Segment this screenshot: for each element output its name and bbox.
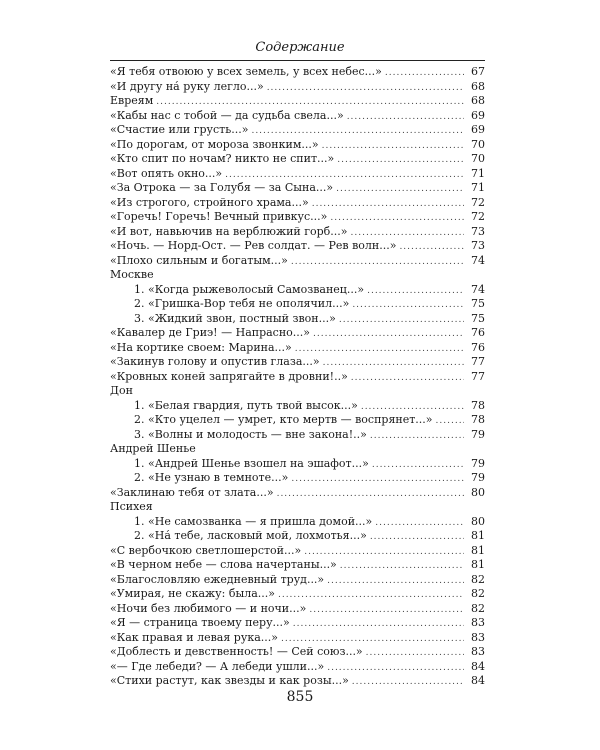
toc-entry (110, 341, 485, 356)
toc-leader-dots (385, 66, 464, 81)
toc-entry-title: «Как правая и левая рука...» (110, 630, 278, 644)
toc-entry-title: 1. «Белая гвардия, путь твой высок...» (134, 398, 358, 412)
toc-entry (110, 602, 485, 617)
toc-entry-title: «Я — страница твоему перу...» (110, 616, 290, 629)
toc-entry (110, 457, 485, 472)
toc-entry-page: 81 (471, 543, 485, 557)
toc-entry (110, 399, 485, 414)
toc-leader-dots (304, 545, 464, 560)
toc-entry-page: 78 (471, 413, 485, 426)
toc-entry-page: 76 (471, 340, 485, 354)
toc-entry-page: 74 (471, 282, 485, 296)
toc-entry-page: 71 (471, 166, 485, 180)
toc-entry (110, 544, 485, 559)
toc-entry (110, 529, 485, 544)
toc-entry-page: 82 (471, 572, 485, 586)
toc-entry-page: 83 (471, 645, 485, 658)
toc-entry-title: «И другу на́ руку легло...» (110, 79, 264, 93)
toc-leader-dots (327, 661, 464, 676)
toc-entry (110, 210, 485, 225)
header-rule (110, 60, 485, 61)
toc-entry (110, 80, 485, 95)
toc-entry (110, 152, 485, 167)
toc-entry (110, 268, 485, 283)
toc-entry-page: 68 (471, 79, 485, 93)
toc-entry-title: «Кровных коней запрягайте в дровни!..» (110, 369, 348, 383)
toc-leader-dots (372, 458, 464, 473)
toc-leader-dots (225, 168, 464, 183)
toc-entry-title: «Закинув голову и опустив глаза...» (110, 355, 320, 368)
toc-entry-title: Дон (110, 384, 133, 397)
toc-entry (110, 616, 485, 631)
toc-leader-dots (313, 327, 464, 342)
toc-entry-page: 70 (471, 137, 485, 151)
toc-leader-dots (352, 675, 464, 690)
toc-entry (110, 674, 485, 689)
toc-entry (110, 254, 485, 269)
toc-entry-page: 80 (471, 514, 485, 528)
toc-entry (110, 167, 485, 182)
toc-leader-dots (367, 284, 464, 299)
toc-entry (110, 645, 485, 660)
toc-entry-title: «Счастие или грусть...» (110, 123, 249, 136)
toc-entry (110, 413, 485, 428)
toc-entry-title: 2. «Кто уцелел — умрет, кто мертв — воспрянет...» (134, 413, 433, 426)
toc-entry-page: 74 (471, 253, 485, 267)
toc-leader-dots (339, 313, 464, 328)
toc-leader-dots (251, 124, 464, 139)
toc-entry-page: 75 (471, 297, 485, 310)
toc-entry (110, 442, 485, 457)
toc-entry-page: 68 (471, 94, 485, 107)
toc-entry-page: 73 (471, 224, 485, 238)
table-of-contents (110, 65, 485, 689)
toc-entry-page: 69 (471, 108, 485, 122)
toc-leader-dots (291, 472, 464, 487)
toc-entry (110, 326, 485, 341)
toc-leader-dots (399, 240, 464, 255)
toc-entry-page: 84 (471, 674, 485, 687)
toc-entry-page: 69 (471, 123, 485, 136)
toc-entry (110, 297, 485, 312)
toc-entry-title: 1. «Когда рыжеволосый Самозванец...» (134, 282, 365, 296)
toc-entry-title: «Умирая, не скажу: была...» (110, 587, 275, 600)
toc-entry-page: 71 (471, 181, 485, 194)
toc-entry-title: Андрей Шенье (110, 442, 196, 455)
toc-entry-title: «Кто спит по ночам? никто не спит...» (110, 152, 335, 165)
toc-entry-page: 79 (471, 427, 485, 441)
toc-entry (110, 312, 485, 327)
toc-entry-page: 83 (471, 630, 485, 644)
toc-entry-title: «Из строгого, стройного храма...» (110, 195, 309, 209)
toc-entry-page: 70 (471, 152, 485, 165)
toc-entry-page: 73 (471, 239, 485, 252)
toc-entry-page: 77 (471, 369, 485, 383)
toc-entry (110, 500, 485, 515)
toc-leader-dots (322, 139, 464, 154)
toc-entry (110, 283, 485, 298)
toc-entry-title: «Ночь. — Норд-Ост. — Рев солдат. — Рев волн...» (110, 239, 397, 252)
toc-entry-title: «Благословляю ежедневный труд...» (110, 572, 325, 586)
toc-leader-dots (347, 110, 464, 125)
toc-entry-page: 72 (471, 210, 485, 223)
toc-entry-title: 1. «Не самозванка — я пришла домой...» (134, 514, 373, 528)
toc-entry-title: Евреям (110, 94, 154, 107)
toc-entry-page: 80 (471, 485, 485, 499)
toc-leader-dots (295, 342, 464, 357)
toc-entry-title: 2. «Гришка-Вор тебя не ополячил...» (134, 297, 350, 310)
toc-entry-page: 79 (471, 456, 485, 470)
toc-entry-title: «По дорогам, от мороза звонким...» (110, 137, 319, 151)
toc-entry-title: «За Отрока — за Голубя — за Сына...» (110, 181, 334, 194)
toc-entry-page: 82 (471, 587, 485, 600)
toc-entry (110, 515, 485, 530)
toc-entry-title: «Кавалер де Гриэ! — Напрасно...» (110, 326, 311, 339)
toc-leader-dots (267, 81, 464, 96)
toc-leader-dots (330, 211, 464, 226)
page-number: 855 (286, 689, 314, 705)
toc-entry (110, 558, 485, 573)
toc-entry-page: 81 (471, 558, 485, 571)
toc-entry (110, 573, 485, 588)
toc-leader-dots (370, 429, 464, 444)
toc-entry-page: 72 (471, 195, 485, 209)
toc-entry-page: 81 (471, 529, 485, 542)
toc-leader-dots (361, 400, 464, 415)
toc-leader-dots (293, 617, 464, 632)
toc-entry-title: 1. «Андрей Шенье взошел на эшафот...» (134, 456, 369, 470)
toc-leader-dots (370, 530, 464, 545)
toc-leader-dots (291, 255, 464, 270)
toc-leader-dots (323, 356, 464, 371)
toc-entry-title: «Ночи без любимого — и ночи...» (110, 601, 307, 615)
toc-leader-dots (351, 226, 464, 241)
toc-leader-dots (156, 95, 464, 110)
toc-leader-dots (366, 646, 464, 661)
toc-entry-title: Москве (110, 268, 154, 281)
toc-entry-title: Психея (110, 500, 153, 513)
toc-entry-page: 77 (471, 355, 485, 368)
toc-leader-dots (375, 516, 464, 531)
toc-entry-title: «И вот, навьючив на верблюжий горб...» (110, 224, 348, 238)
toc-entry (110, 486, 485, 501)
toc-entry-title: «— Где лебеди? — А лебеди ушли...» (110, 659, 325, 673)
toc-leader-dots (277, 487, 464, 502)
toc-entry (110, 196, 485, 211)
toc-entry (110, 428, 485, 443)
toc-leader-dots (340, 559, 464, 574)
toc-entry (110, 587, 485, 602)
toc-entry (110, 225, 485, 240)
toc-entry-page: 79 (471, 471, 485, 484)
toc-entry (110, 138, 485, 153)
toc-entry-title: «Стихи растут, как звезды и как розы...» (110, 674, 349, 687)
toc-entry (110, 384, 485, 399)
toc-leader-dots (281, 632, 464, 647)
toc-leader-dots (337, 153, 464, 168)
toc-entry-title: 3. «Волны и молодость — вне закона!..» (134, 427, 367, 441)
toc-entry (110, 660, 485, 675)
toc-leader-dots (312, 197, 464, 212)
toc-entry (110, 239, 485, 254)
toc-entry-title: 3. «Жидкий звон, постный звон...» (134, 311, 336, 325)
header-title: Содержание (255, 40, 345, 55)
toc-entry (110, 471, 485, 486)
toc-entry-title: 2. «Не узнаю в темноте...» (134, 471, 289, 484)
toc-entry-title: 2. «На́ тебе, ласковый мой, лохмотья...» (134, 529, 367, 542)
toc-leader-dots (309, 603, 464, 618)
toc-entry-title: «Доблесть и девственность! — Сей союз...» (110, 645, 363, 658)
toc-entry-title: «Горечь! Горечь! Вечный привкус...» (110, 210, 328, 223)
toc-entry (110, 94, 485, 109)
toc-entry (110, 355, 485, 370)
toc-entry-title: «В черном небе — слова начертаны...» (110, 558, 337, 571)
toc-entry-title: «Заклинаю тебя от злата...» (110, 485, 274, 499)
toc-entry (110, 65, 485, 80)
toc-entry-page: 84 (471, 659, 485, 673)
toc-entry-page: 67 (471, 65, 485, 78)
toc-leader-dots (278, 588, 464, 603)
toc-entry-title: «Плохо сильным и богатым...» (110, 253, 288, 267)
toc-entry-title: «Вот опять окно...» (110, 166, 223, 180)
toc-entry-page: 82 (471, 601, 485, 615)
toc-leader-dots (351, 371, 464, 386)
toc-leader-dots (327, 574, 464, 589)
toc-entry-page: 83 (471, 616, 485, 629)
toc-entry-page: 78 (471, 398, 485, 412)
toc-leader-dots (352, 298, 464, 313)
toc-entry-page: 76 (471, 326, 485, 339)
toc-entry-page: 75 (471, 311, 485, 325)
toc-leader-dots (436, 414, 464, 429)
toc-entry-title: «С вербочкою светлошерстой...» (110, 543, 302, 557)
toc-entry (110, 181, 485, 196)
toc-entry-title: «Кабы нас с тобой — да судьба свела...» (110, 108, 344, 122)
toc-entry-title: «Я тебя отвоюю у всех земель, у всех небес...» (110, 65, 382, 78)
toc-entry (110, 370, 485, 385)
toc-entry (110, 123, 485, 138)
toc-entry (110, 631, 485, 646)
toc-entry (110, 109, 485, 124)
toc-entry-title: «На кортике своем: Марина...» (110, 340, 292, 354)
toc-leader-dots (336, 182, 464, 197)
